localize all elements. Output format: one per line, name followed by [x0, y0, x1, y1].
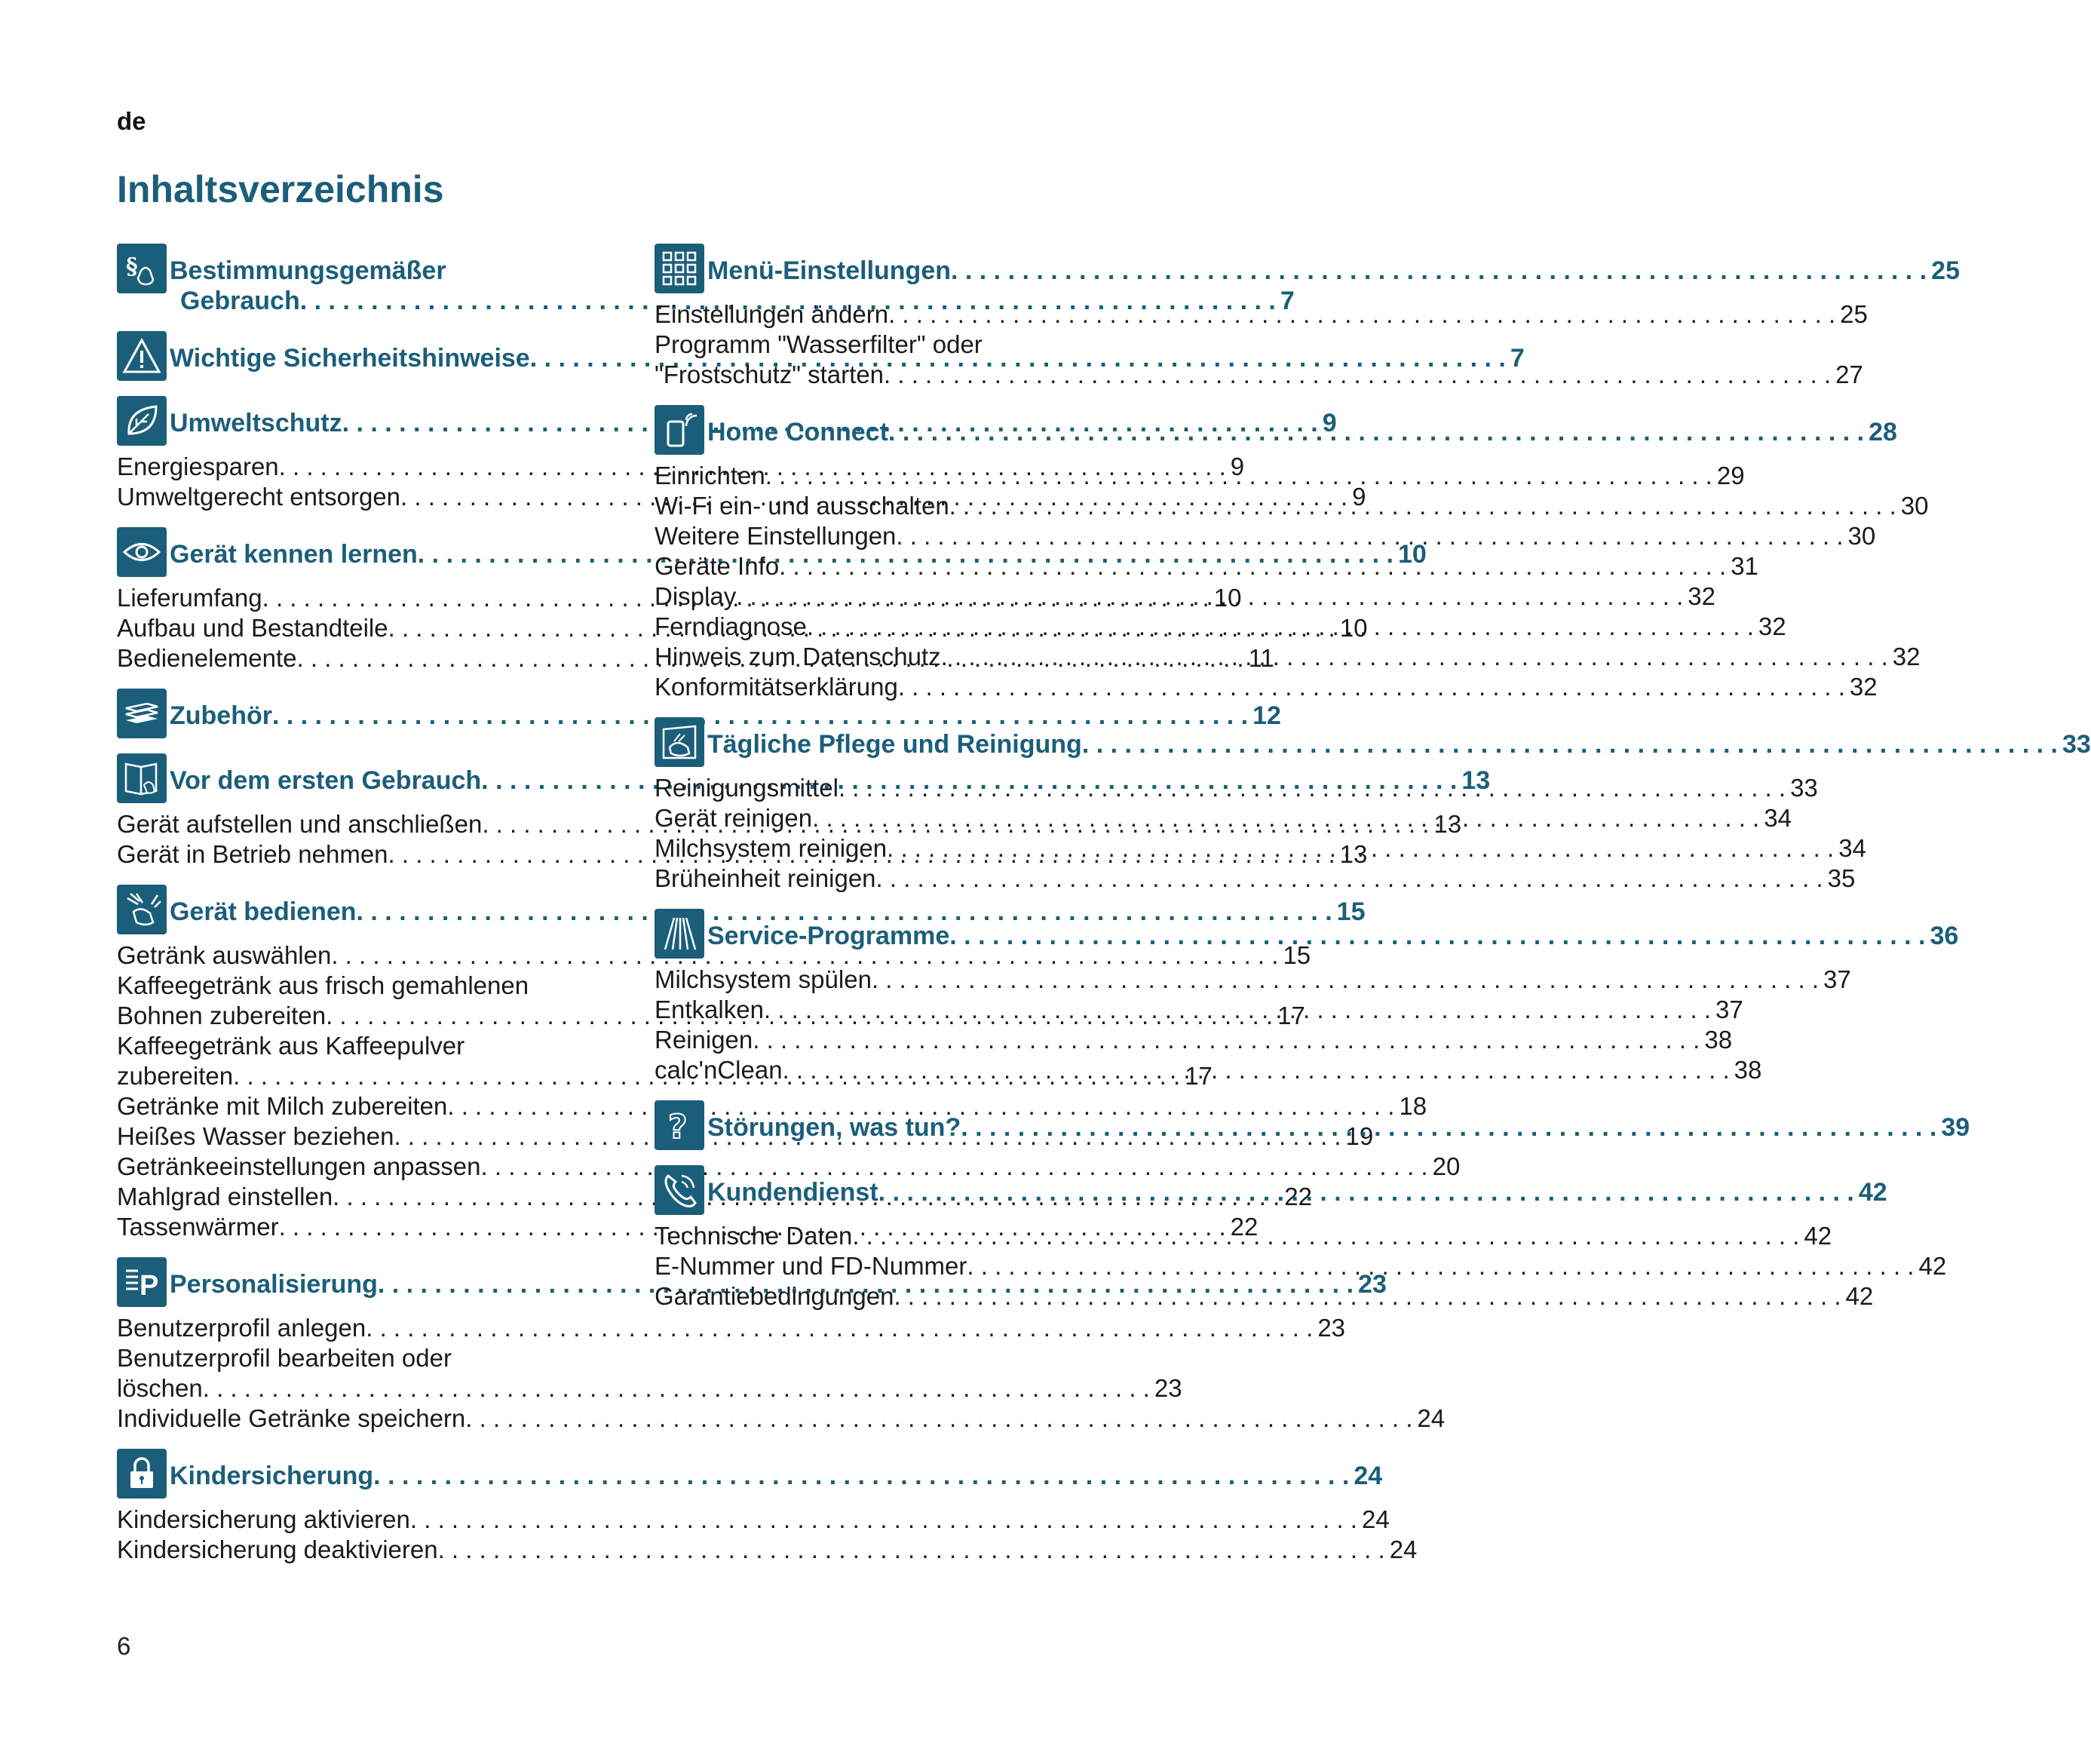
section-title-label: Störungen, was tun?	[707, 1113, 961, 1142]
section-title-page-number: 36	[1930, 922, 1959, 950]
toc-entry-row[interactable]	[655, 864, 1856, 894]
toc-entry-label: Bedienelemente	[117, 644, 297, 672]
toc-entry-label: Technische Daten	[655, 1222, 853, 1250]
section-title-label: Umweltschutz	[170, 409, 342, 437]
toc-entry-label: Gerät aufstellen und anschließen	[117, 810, 483, 838]
toc-entry-label: Bohnen zubereiten	[117, 1002, 327, 1029]
toc-entry-row[interactable]	[117, 1091, 1427, 1121]
toc-entry-page-number: 10	[1339, 614, 1368, 642]
toc-entry-label: Gerät in Betrieb nehmen	[117, 840, 388, 868]
toc-entry-page-number: 23	[1317, 1314, 1346, 1342]
toc-entry-label: Weitere Einstellungen	[655, 522, 897, 550]
toc-entry-label: Programm "Wasserfilter" oder	[655, 330, 983, 358]
toc-entry-page-number: 15	[1283, 941, 1311, 969]
toc-entry-page-number: 33	[1790, 774, 1818, 802]
section-title-row	[707, 729, 2091, 759]
toc-entry-page-number: 20	[1432, 1152, 1461, 1180]
section-heading[interactable]	[117, 1449, 1383, 1499]
toc-entry-label: Energiesparen	[117, 453, 279, 480]
toc-entry-page-number: 11	[1248, 644, 1274, 672]
leader-dots	[852, 1221, 1799, 1251]
toc-entry-page-number: 22	[1230, 1213, 1259, 1241]
toc-entry-page-number: 9	[1230, 453, 1245, 480]
leader-dots	[896, 521, 1843, 551]
toc-entry-page-number: 38	[1704, 1026, 1733, 1054]
toc-entry-page-number: 42	[1845, 1282, 1874, 1310]
phone-icon	[655, 1165, 704, 1215]
section-title-label: Zubehör	[170, 701, 272, 730]
leader-dots	[812, 803, 1759, 833]
toc-entry-label: Getränkeeinstellungen anpassen	[117, 1152, 481, 1180]
toc-entry-row[interactable]	[655, 491, 1929, 521]
toc-entry-label: zubereiten	[117, 1062, 234, 1090]
cleaning-hand-icon	[655, 717, 704, 767]
toc-entry-label: Reinigen	[655, 1026, 753, 1054]
toc-entry-page-number: 9	[1352, 483, 1366, 511]
section-entries	[117, 1313, 1446, 1434]
section-title-page-number: 42	[1858, 1178, 1887, 1207]
leader-dots	[898, 672, 1845, 702]
toc-entry-page-number: 35	[1827, 864, 1856, 892]
toc-entry-page-number: 24	[1361, 1505, 1390, 1533]
toc-entry-page-number: 30	[1900, 492, 1929, 520]
service-shower-icon	[655, 909, 704, 959]
section-heading[interactable]	[117, 689, 1281, 738]
toc-section-kindersicherung	[117, 1449, 1418, 1565]
leader-dots	[839, 773, 1786, 803]
toc-entry-page-number: 17	[1277, 1002, 1305, 1029]
toc-section-menü-einstellungen	[655, 244, 1960, 390]
section-title-page-number: 13	[1461, 766, 1491, 795]
lock-icon	[117, 1449, 167, 1499]
toc-entry-label: löschen	[117, 1374, 203, 1402]
toc-entry-row[interactable]	[655, 360, 1863, 390]
toc-entry-page-number: 10	[1213, 584, 1242, 612]
toc-entry-page-number: 17	[1185, 1062, 1213, 1090]
toc-entry-page-number: 22	[1284, 1183, 1312, 1210]
toc-entry-row[interactable]	[117, 1505, 1390, 1535]
toc-entry-label: Konformitätserklärung	[655, 673, 898, 701]
section-entries	[117, 1505, 1418, 1565]
section-title-label: Kundendienst	[707, 1178, 878, 1207]
toc-entry-label: Entkalken	[655, 996, 764, 1023]
leader-dots	[949, 921, 1925, 951]
leader-dots	[203, 1373, 1150, 1404]
toc-entry-label: Milchsystem spülen	[655, 965, 872, 993]
toc-entry-page-number: 32	[1758, 612, 1786, 640]
leader-dots	[779, 551, 1726, 581]
svg-text:§: §	[126, 253, 138, 280]
manual-book-icon	[117, 753, 167, 803]
section-title-label: Service-Programme	[707, 922, 950, 950]
section-title-row	[707, 256, 1960, 286]
toc-entry-row	[117, 1343, 607, 1373]
section-title-label: Tägliche Pflege und Reinigung	[707, 730, 1082, 759]
toc-entry-label: Display	[655, 582, 737, 610]
eye-icon	[117, 527, 167, 577]
svg-text:?: ?	[668, 1108, 688, 1146]
toc-entry-row[interactable]	[117, 1152, 1461, 1182]
toc-entry-label: Kaffeegetränk aus Kaffeepulver	[117, 1032, 465, 1060]
section-title-label: Personalisierung	[170, 1270, 378, 1299]
section-title-page-number: 25	[1931, 256, 1960, 285]
leader-dots	[736, 581, 1683, 612]
leader-dots	[887, 833, 1834, 864]
toc-entry-label: Individuelle Getränke speichern	[117, 1404, 466, 1432]
toc-entry-row[interactable]	[655, 521, 1876, 551]
toc-entry-label: Einstellungen ändern	[655, 300, 889, 328]
toc-entry-label: Milchsystem reinigen	[655, 834, 888, 862]
toc-section-zubehör	[117, 689, 1281, 738]
section-title-label: Kindersicherung	[170, 1462, 374, 1490]
leader-dots	[894, 1281, 1841, 1311]
toc-entry-page-number: 23	[1154, 1374, 1182, 1402]
toc-entry-page-number: 24	[1389, 1535, 1418, 1563]
section-title-row	[707, 1177, 1887, 1207]
toc-entry-label: Geräte Info	[655, 552, 780, 580]
toc-entry-page-number: 34	[1838, 834, 1866, 862]
section-title-label: Gerät kennen lernen	[170, 540, 418, 569]
toc-entry-label: Kindersicherung aktivieren	[117, 1505, 410, 1533]
section-heading[interactable]	[655, 405, 1897, 455]
leader-dots	[807, 612, 1754, 642]
leader-dots	[951, 256, 1927, 286]
accessories-icon	[117, 689, 167, 738]
page-number: 6	[117, 1632, 131, 1660]
toc-entry-label: Brüheinheit reinigen	[655, 864, 876, 892]
section-title-label: Menü-Einstellungen	[707, 256, 951, 285]
paragraph-hand-icon	[117, 244, 167, 293]
language-code: de	[117, 107, 146, 135]
leader-dots	[961, 1112, 1936, 1143]
section-title-page-number: 28	[1869, 418, 1897, 446]
section-title-row	[707, 417, 1897, 447]
section-title-label: Vor dem ersten Gebrauch	[170, 766, 482, 795]
section-heading[interactable]	[655, 244, 1960, 293]
section-heading[interactable]	[655, 717, 2091, 767]
leader-dots	[373, 1461, 1349, 1491]
personalisation-icon	[117, 1257, 167, 1307]
toc-entry-page-number: 37	[1823, 965, 1851, 993]
toc-entry-label: Garantiebedingungen	[655, 1282, 894, 1310]
leader-dots	[884, 360, 1831, 390]
toc-entry-label: Tassenwärmer	[117, 1213, 279, 1241]
toc-entry-label: Kaffeegetränk aus frisch gemahlenen	[117, 971, 529, 999]
section-title-page-number: 24	[1354, 1462, 1383, 1490]
section-title-label: Gerät bedienen	[170, 897, 357, 926]
warning-triangle-icon	[117, 331, 167, 381]
toc-entry-label: Benutzerprofil anlegen	[117, 1314, 366, 1342]
toc-entry-label: calc'nClean	[655, 1056, 783, 1084]
toc-entry-label: Gerät reinigen	[655, 804, 813, 832]
section-title-page-number: 33	[2062, 730, 2091, 759]
section-heading[interactable]	[117, 885, 1366, 934]
toc-entry-row[interactable]	[117, 1404, 1446, 1434]
section-title-page-number: 39	[1941, 1113, 1970, 1142]
menu-grid-icon	[655, 244, 704, 293]
leader-dots	[438, 1535, 1385, 1565]
toc-entry-page-number: 42	[1804, 1222, 1832, 1250]
toc-entry-label: Einrichten	[655, 462, 765, 489]
section-title-page-number: 10	[1397, 540, 1427, 569]
toc-entry-label: Getränke mit Milch zubereiten	[117, 1092, 448, 1120]
leader-dots	[764, 995, 1711, 1025]
section-title-page-number: 12	[1252, 701, 1281, 730]
leader-dots	[941, 642, 1888, 672]
toc-entry-row[interactable]	[655, 672, 1878, 702]
section-title-page-number: 23	[1358, 1270, 1387, 1299]
toc-entry-page-number: 32	[1688, 582, 1716, 610]
section-title-page-number: 7	[1280, 287, 1295, 315]
toc-entry-page-number: 27	[1835, 360, 1863, 388]
toc-entry-label: "Frostschutz" starten	[655, 360, 885, 388]
toc-entry-row[interactable]	[655, 1251, 1947, 1281]
toc-entry-label: Hinweis zum Datenschutz	[655, 643, 941, 670]
toc-entry-row[interactable]	[117, 1313, 1346, 1343]
toc-entry-page-number: 34	[1764, 804, 1792, 832]
toc-entry-page-number: 24	[1417, 1404, 1446, 1432]
section-title-row	[707, 921, 1958, 951]
svg-text:P: P	[140, 1270, 159, 1302]
section-title-row	[707, 1112, 1970, 1143]
toc-entry-row[interactable]	[655, 965, 1851, 995]
page-title: Inhaltsverzeichnis	[117, 168, 444, 210]
toc-entry-row	[117, 971, 607, 1001]
toc-entry-page-number: 42	[1918, 1252, 1947, 1280]
hand-touch-icon	[117, 885, 167, 934]
leader-dots	[872, 965, 1819, 995]
leader-dots	[876, 864, 1823, 894]
toc-entry-page-number: 31	[1731, 552, 1758, 580]
section-title-page-number: 9	[1322, 409, 1337, 437]
home-connect-icon	[655, 405, 704, 455]
leader-dots	[765, 461, 1712, 491]
toc-entry-page-number: 32	[1849, 673, 1878, 701]
toc-entry-label: Wi-Fi ein- und ausschalten	[655, 492, 949, 520]
leader-dots	[888, 299, 1835, 330]
toc-entry-label: E-Nummer und FD-Nummer	[655, 1252, 967, 1280]
leader-dots	[878, 1177, 1854, 1207]
toc-entry-label: Mahlgrad einstellen	[117, 1183, 333, 1210]
leader-dots	[465, 1404, 1412, 1434]
toc-entry-page-number: 13	[1339, 840, 1368, 868]
toc-entry-page-number: 19	[1345, 1122, 1374, 1150]
toc-entry-label: Lieferumfang	[117, 584, 262, 612]
section-title-label: Gebrauch	[180, 287, 300, 315]
toc-entry-label: Getränk auswählen	[117, 941, 332, 969]
toc-entry-row[interactable]	[655, 1025, 1733, 1055]
toc-entry-label: Ferndiagnose	[655, 612, 807, 640]
toc-entry-row[interactable]	[655, 461, 1745, 491]
section-title-row	[170, 1461, 1382, 1491]
leader-dots	[753, 1025, 1700, 1055]
section-title-page-number: 15	[1336, 897, 1366, 926]
question-icon	[655, 1100, 704, 1150]
leader-dots	[888, 417, 1864, 447]
toc-entry-page-number: 25	[1840, 300, 1868, 328]
leader-dots	[410, 1505, 1357, 1535]
toc-entry-page-number: 38	[1734, 1056, 1762, 1084]
leader-dots	[967, 1251, 1914, 1281]
section-title-page-number: 7	[1510, 344, 1525, 373]
toc-entry-page-number: 37	[1715, 996, 1743, 1023]
toc-entry-row[interactable]	[655, 299, 1868, 330]
section-title-label: Wichtige Sicherheitshinweise	[170, 344, 530, 373]
toc-entry-page-number: 29	[1716, 462, 1745, 489]
toc-entry-row[interactable]	[117, 940, 1311, 971]
section-entries	[655, 299, 1868, 390]
toc-entry-page-number: 13	[1433, 810, 1462, 838]
toc-entry-row[interactable]	[117, 1373, 1182, 1404]
toc-entry-label: Umweltgerecht entsorgen	[117, 483, 401, 511]
toc-entry-row	[117, 1031, 607, 1061]
toc-entry-page-number: 30	[1847, 522, 1876, 550]
section-title-label: Bestimmungsgemäßer	[170, 256, 446, 285]
leader-dots	[949, 491, 1896, 521]
leaf-icon	[117, 396, 167, 446]
leader-dots	[783, 1055, 1730, 1085]
section-title-label: Home Connect	[707, 418, 888, 446]
toc-entry-label: Aufbau und Bestandteile	[117, 614, 388, 642]
toc-entry-row	[655, 330, 1145, 360]
toc-entry-page-number: 18	[1399, 1092, 1427, 1120]
toc-entry-label: Heißes Wasser beziehen	[117, 1122, 394, 1150]
toc-entry-page-number: 32	[1892, 643, 1921, 670]
toc-entry-label: Reinigungsmittel	[655, 774, 839, 802]
toc-entry-row[interactable]	[117, 1535, 1418, 1565]
toc-entry-label: Benutzerprofil bearbeiten oder	[117, 1344, 452, 1372]
leader-dots	[1082, 729, 2058, 759]
toc-entry-label: Kindersicherung deaktivieren	[117, 1535, 438, 1563]
